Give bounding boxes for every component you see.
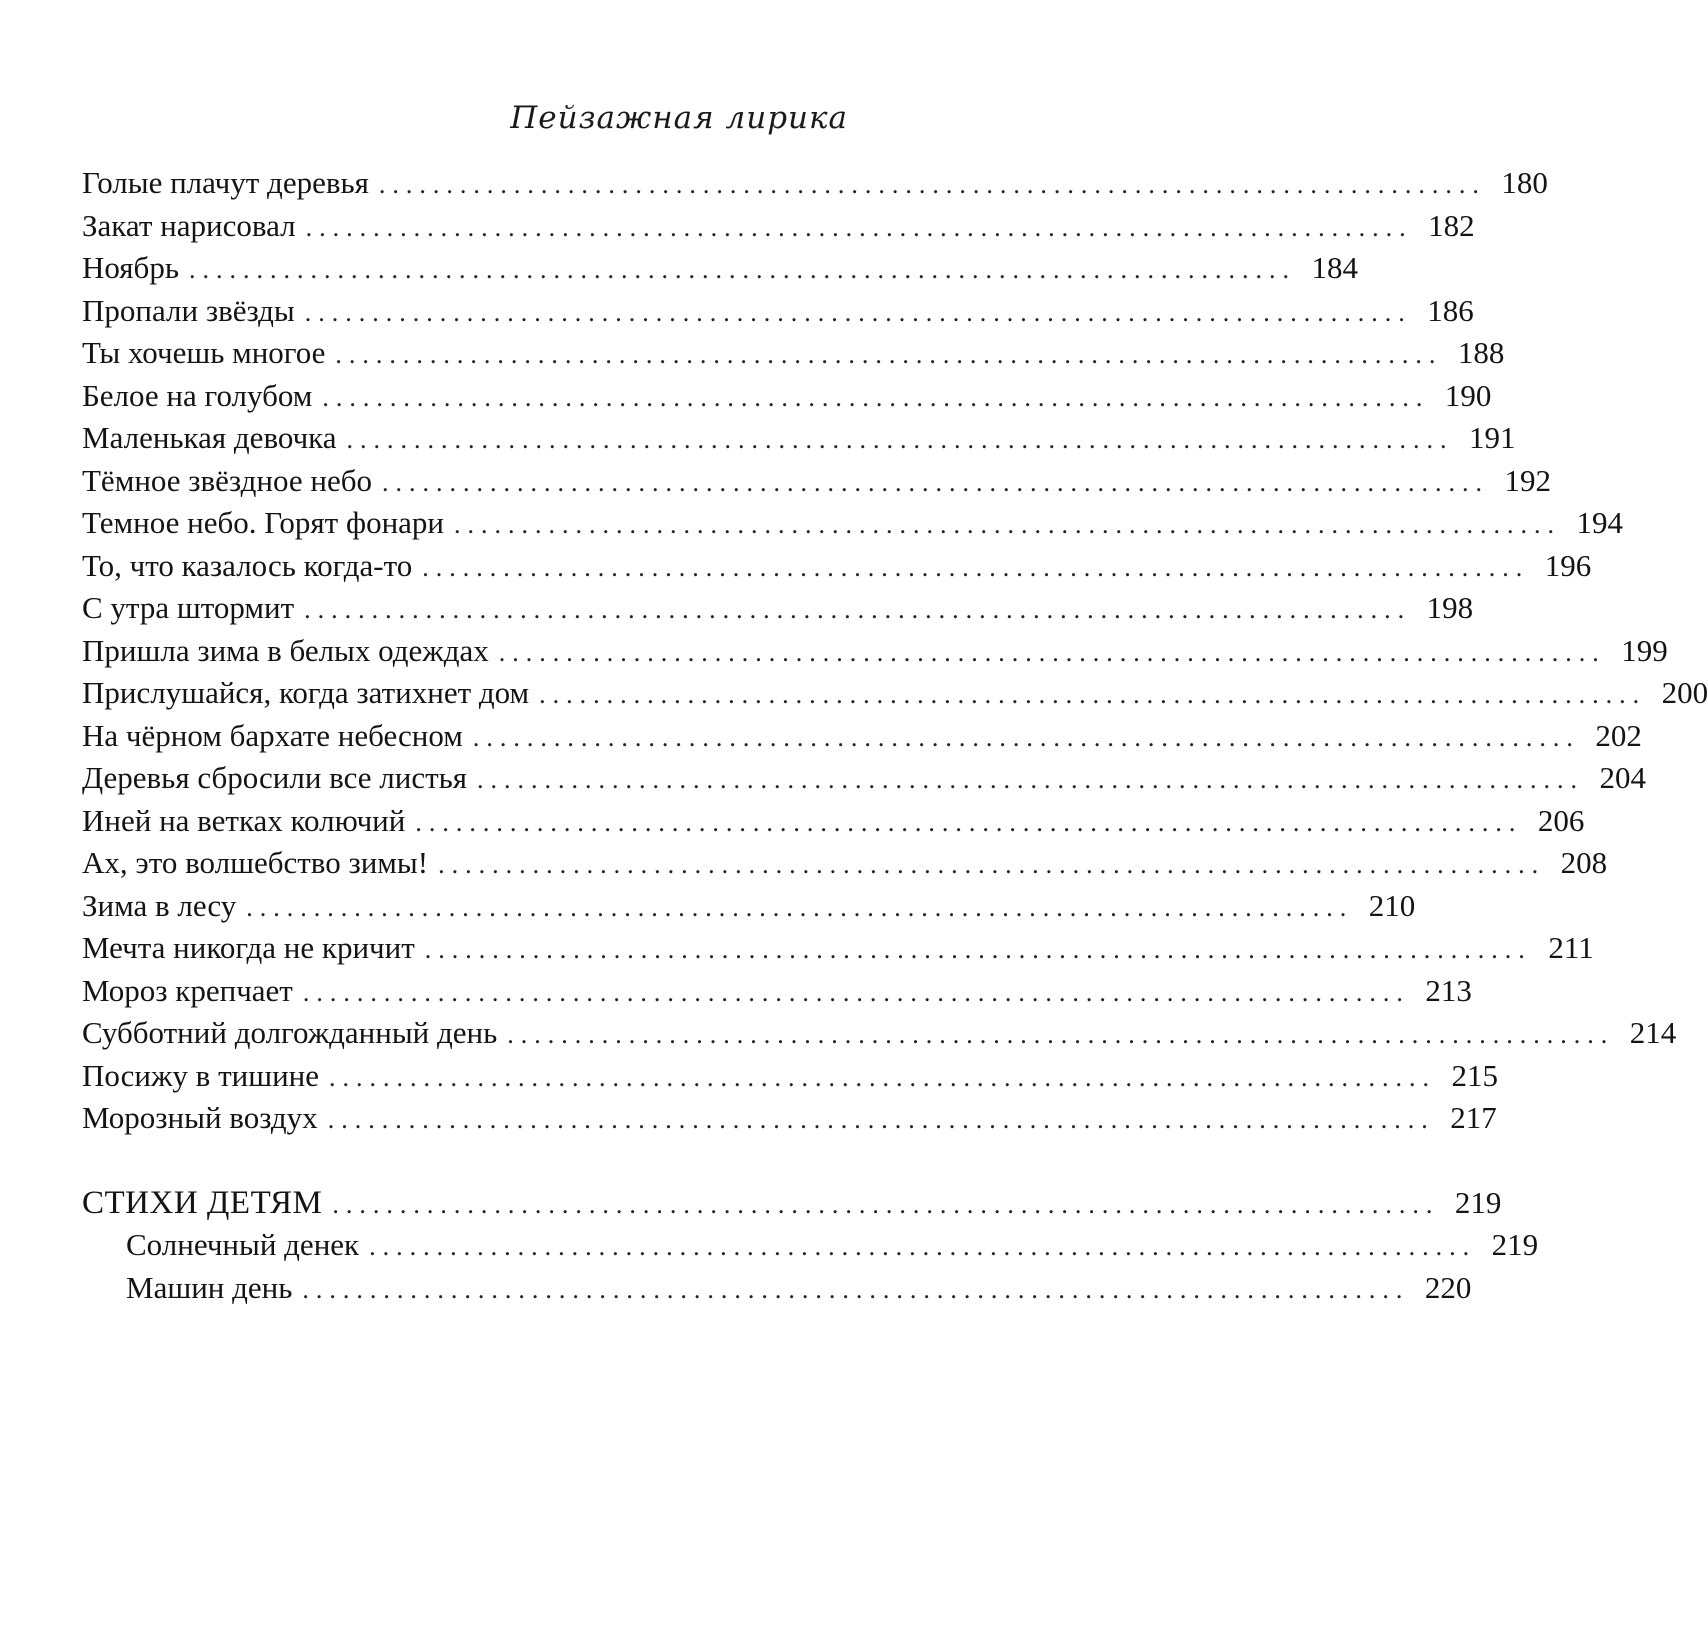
toc-entry-page: 210 bbox=[1368, 887, 1416, 923]
toc-entry-title: Прислушайся, когда затихнет дом bbox=[82, 675, 530, 710]
toc-entry[interactable] bbox=[82, 247, 1358, 290]
toc-leader-dots: .................................................................................. bbox=[382, 467, 1489, 497]
toc-leader-dots: .................................................................................. bbox=[332, 1189, 1440, 1219]
running-head: Пейзажная лирика bbox=[510, 100, 848, 136]
toc-entry-page: 199 bbox=[1621, 632, 1668, 668]
toc-entry-page: 202 bbox=[1595, 717, 1642, 753]
toc-entry-title: Мороз крепчает bbox=[82, 972, 293, 1008]
toc-entry[interactable] bbox=[82, 332, 1505, 375]
toc-leader-dots: .................................................................................. bbox=[472, 722, 1580, 752]
toc-entry-page: 186 bbox=[1427, 292, 1474, 328]
toc-section-title: СТИХИ ДЕТЯМ bbox=[82, 1184, 323, 1221]
toc-leader-dots: .................................................................................. bbox=[369, 1232, 1477, 1261]
toc-leader-dots: .................................................................................. bbox=[304, 595, 1412, 624]
toc-entry-title: Белое на голубом bbox=[82, 377, 313, 413]
toc-leader-dots: .................................................................................. bbox=[507, 1020, 1615, 1049]
toc-entry-title: Субботний долгожданный день bbox=[82, 1015, 498, 1050]
toc-entry-page: 184 bbox=[1311, 250, 1358, 285]
toc-section-items bbox=[82, 1224, 1539, 1309]
toc-entry[interactable] bbox=[82, 1012, 1677, 1055]
toc-entry-page: 213 bbox=[1425, 972, 1472, 1008]
toc-entry[interactable] bbox=[82, 1055, 1499, 1098]
toc-section-page: 219 bbox=[1454, 1184, 1502, 1220]
toc-leader-dots: .................................................................................. bbox=[188, 255, 1296, 284]
toc-entry-page: 206 bbox=[1537, 802, 1585, 838]
toc-entry[interactable] bbox=[82, 587, 1474, 630]
toc-entry[interactable] bbox=[82, 290, 1474, 333]
toc-leader-dots: .................................................................................. bbox=[539, 680, 1647, 709]
toc-entry-page: 194 bbox=[1576, 505, 1624, 540]
toc-leader-dots: .................................................................................. bbox=[346, 425, 1454, 454]
toc-entry[interactable] bbox=[82, 1097, 1497, 1140]
toc-entry[interactable] bbox=[82, 672, 1708, 715]
toc-entry-page: 196 bbox=[1544, 547, 1592, 583]
toc-entry-title: Машин день bbox=[126, 1269, 293, 1305]
section-gap bbox=[82, 1140, 850, 1182]
toc-entry[interactable] bbox=[82, 1267, 1472, 1310]
toc-entries bbox=[82, 162, 1708, 1140]
toc-entry-title: С утра штормит bbox=[82, 590, 295, 625]
toc-entry-page: 208 bbox=[1560, 845, 1608, 880]
toc-entry-page: 190 bbox=[1444, 377, 1492, 413]
toc-entry[interactable] bbox=[82, 885, 1416, 928]
toc-entry-page: 215 bbox=[1451, 1057, 1499, 1093]
toc-entry-page: 191 bbox=[1469, 420, 1516, 455]
toc-entry-title: Маленькая девочка bbox=[82, 420, 337, 455]
toc-entry[interactable] bbox=[82, 545, 1592, 588]
toc-entry-title: Тёмное звёздное небо bbox=[82, 462, 372, 498]
toc-entry[interactable] bbox=[82, 417, 1516, 460]
toc-leader-dots: .................................................................................. bbox=[498, 637, 1606, 667]
toc-leader-dots: .................................................................................. bbox=[327, 1105, 1435, 1134]
toc-leader-dots: .................................................................................. bbox=[304, 297, 1412, 327]
toc-entry[interactable] bbox=[82, 842, 1608, 885]
toc-entry-title: Солнечный денек bbox=[126, 1227, 360, 1262]
toc-leader-dots: .................................................................................. bbox=[424, 935, 1532, 964]
toc-leader-dots: .................................................................................. bbox=[415, 807, 1523, 837]
toc-leader-dots: .................................................................................. bbox=[438, 850, 1546, 879]
toc-entry[interactable] bbox=[82, 162, 1548, 205]
toc-entry[interactable] bbox=[82, 205, 1475, 248]
toc-section-row[interactable] bbox=[82, 1182, 1502, 1225]
toc-entry-title: Мечта никогда не кричит bbox=[82, 930, 415, 965]
toc-entry-page: 182 bbox=[1428, 207, 1475, 243]
toc-entry-page: 219 bbox=[1491, 1227, 1539, 1262]
toc-entry[interactable] bbox=[82, 927, 1594, 970]
toc-leader-dots: .................................................................................. bbox=[329, 1062, 1437, 1092]
toc-entry[interactable] bbox=[82, 970, 1472, 1013]
toc-entry-title: Пришла зима в белых одеждах bbox=[82, 632, 489, 668]
toc-entry[interactable] bbox=[82, 502, 1624, 545]
toc-leader-dots: .................................................................................. bbox=[322, 382, 1430, 412]
toc-entry[interactable] bbox=[82, 375, 1492, 418]
toc-entry-title: Посижу в тишине bbox=[82, 1057, 320, 1093]
toc-entry-page: 180 bbox=[1501, 165, 1548, 200]
toc-entry-page: 220 bbox=[1424, 1269, 1472, 1305]
toc-entry-title: Темное небо. Горят фонари bbox=[82, 505, 445, 540]
toc-entry-page: 217 bbox=[1450, 1100, 1497, 1135]
toc-entry-title: Деревья сбросили все листья bbox=[82, 760, 468, 795]
toc-leader-dots: .................................................................................. bbox=[302, 1274, 1410, 1304]
toc-entry-page: 198 bbox=[1426, 590, 1474, 625]
toc-leader-dots: .................................................................................. bbox=[302, 977, 1410, 1007]
toc-entry[interactable] bbox=[82, 800, 1585, 843]
toc-entry[interactable] bbox=[82, 460, 1551, 503]
toc-entry-title: Пропали звёзды bbox=[82, 292, 295, 328]
toc-entry-title: Ты хочешь многое bbox=[82, 335, 326, 370]
toc-entry-title: Зима в лесу bbox=[82, 887, 237, 923]
toc-leader-dots: .................................................................................. bbox=[305, 212, 1413, 242]
toc-leader-dots: .................................................................................. bbox=[335, 340, 1443, 369]
toc-entry-title: Голые плачут деревья bbox=[82, 165, 369, 200]
toc-entry[interactable] bbox=[82, 630, 1668, 673]
toc-entry-page: 214 bbox=[1629, 1015, 1677, 1050]
toc-entry-title: Закат нарисовал bbox=[82, 207, 296, 243]
toc-entry-title: На чёрном бархате небесном bbox=[82, 717, 463, 753]
toc-leader-dots: .................................................................................. bbox=[422, 552, 1530, 582]
toc-entry-title: Морозный воздух bbox=[82, 1100, 318, 1135]
toc-leader-dots: .................................................................................. bbox=[378, 170, 1486, 199]
toc-entry[interactable] bbox=[82, 757, 1647, 800]
toc-entry-page: 204 bbox=[1599, 760, 1647, 795]
toc-entry[interactable] bbox=[82, 715, 1642, 758]
table-of-contents bbox=[82, 162, 1708, 1309]
toc-entry-page: 200 bbox=[1661, 675, 1708, 710]
toc-leader-dots: .................................................................................. bbox=[477, 765, 1585, 794]
toc-entry-title: То, что казалось когда-то bbox=[82, 547, 413, 583]
toc-entry-title: Ах, это волшебство зимы! bbox=[82, 845, 429, 880]
toc-entry-page: 192 bbox=[1504, 462, 1551, 498]
toc-leader-dots: .................................................................................. bbox=[246, 892, 1354, 922]
toc-entry-page: 211 bbox=[1548, 930, 1594, 965]
toc-entry-title: Иней на ветках колючий bbox=[82, 802, 406, 838]
toc-entry-page: 188 bbox=[1457, 335, 1505, 370]
toc-entry[interactable] bbox=[82, 1224, 1539, 1267]
toc-entry-title: Ноябрь bbox=[82, 250, 179, 285]
toc-leader-dots: .................................................................................. bbox=[454, 510, 1562, 539]
